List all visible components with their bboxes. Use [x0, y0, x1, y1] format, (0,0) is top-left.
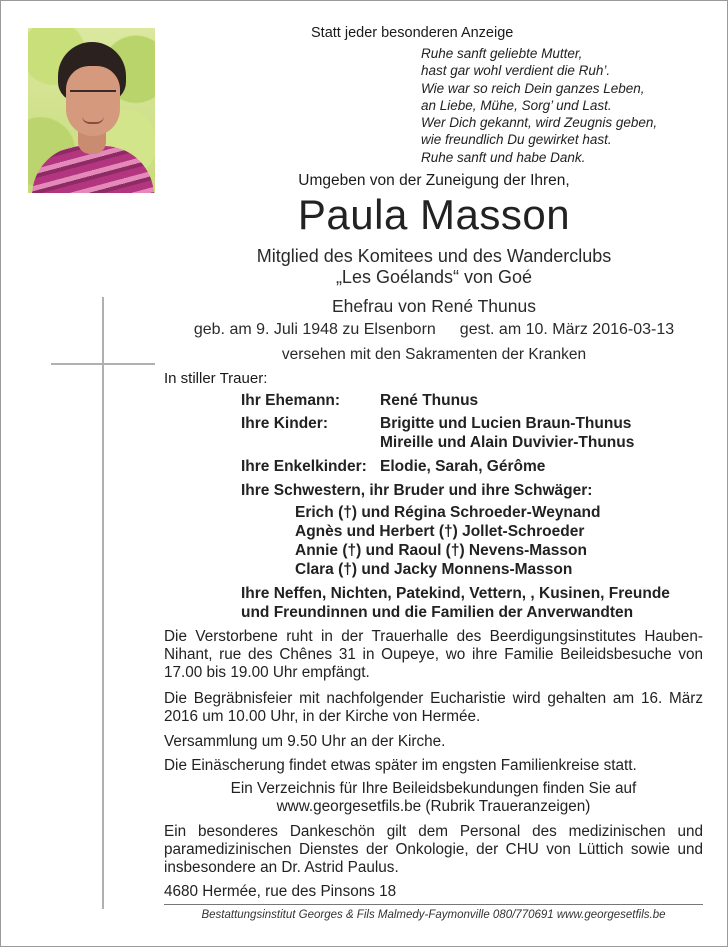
- portrait-photo: [28, 28, 155, 193]
- footer-divider: [164, 904, 703, 905]
- poem-line: Wer Dich gekannt, wird Zeugnis geben,: [421, 115, 658, 131]
- child-entry: Brigitte und Lucien Braun-Thunus: [380, 415, 632, 432]
- cross-vertical: [102, 297, 104, 909]
- poem-line: hast gar wohl verdient die Ruh’.: [421, 63, 611, 79]
- membership-line: Mitglied des Komitees und des Wanderclubs: [256, 246, 612, 266]
- life-dates: [161, 321, 707, 339]
- husband-label: Ihr Ehemann:: [241, 392, 341, 409]
- poem-line: wie freundlich Du gewirket hast.: [421, 132, 612, 148]
- grandchildren-label: Ihre Enkelkinder:: [241, 458, 367, 475]
- grandchildren-names: Elodie, Sarah, Gérôme: [380, 458, 546, 475]
- death-date: gest. am 10. März 2016-03-13: [459, 321, 675, 338]
- membership-line: „Les Goélands“ von Goé: [335, 267, 533, 287]
- deceased-name: Paula Masson: [297, 191, 571, 238]
- register-line: Ein Verzeichnis für Ihre Beileidsbekundungen finden Sie auf: [230, 780, 637, 797]
- poem: [421, 45, 657, 166]
- poem-line: an Liebe, Mühe, Sorg’ und Last.: [421, 97, 612, 113]
- sibling-entry: Agnès und Herbert (†) Jollet-Schroeder: [295, 523, 585, 540]
- header-note: Statt jeder besonderen Anzeige: [311, 25, 514, 41]
- membership: [161, 246, 707, 288]
- poem-line: Ruhe sanft geliebte Mutter,: [421, 46, 583, 61]
- poem-line: Wie war so reich Dein ganzes Leben,: [421, 80, 645, 96]
- child-entry: Mireille und Alain Duvivier-Thunus: [380, 434, 635, 451]
- intro-line: Umgeben von der Zuneigung der Ihren,: [298, 172, 570, 189]
- mourning-intro: In stiller Trauer:: [164, 370, 268, 387]
- address-line: 4680 Hermée, rue des Pinsons 18: [164, 883, 397, 900]
- children-label: Ihre Kinder:: [241, 415, 328, 432]
- cross-horizontal: [51, 363, 155, 365]
- sibling-entry: Annie (†) und Raoul (†) Nevens-Masson: [295, 542, 587, 559]
- poem-line: Ruhe sanft und habe Dank.: [421, 149, 586, 165]
- spouse-line: Ehefrau von René Thunus: [332, 296, 536, 316]
- viewing-paragraph: Die Verstorbene ruht in der Trauerhalle des Beerdigungsinstitutes Hauben-Nihant, rue des Chênes 31 in Oupeye, wo ihre Familie Beileidsbesuche von 17.00 bis 19.00 Uhr empfängt.: [164, 628, 703, 682]
- siblings-label: Ihre Schwestern, ihr Bruder und ihre Schwäger:: [241, 482, 593, 499]
- footer-text: Bestattungsinstitut Georges & Fils Malmedy-Faymonville 080/770691 www.georgesetfils.be: [201, 909, 666, 921]
- husband-name: René Thunus: [380, 392, 479, 409]
- sibling-entry: Erich (†) und Régina Schroeder-Weynand: [295, 504, 601, 521]
- gathering-paragraph: Versammlung um 9.50 Uhr an der Kirche.: [164, 733, 446, 750]
- sacraments-line: versehen mit den Sakramenten der Kranken: [281, 346, 587, 363]
- birth-date: geb. am 9. Juli 1948 zu Elsenborn: [193, 321, 436, 338]
- funeral-paragraph: Die Begräbnisfeier mit nachfolgender Eucharistie wird gehalten am 16. März 2016 um 10.00 Uhr, in der Kirche von Hermée.: [164, 690, 703, 726]
- register-link[interactable]: www.georgesetfils.be (Rubrik Traueranzeigen): [276, 798, 591, 815]
- sibling-entry: Clara (†) und Jacky Monnens-Masson: [295, 561, 573, 578]
- cremation-paragraph: Die Einäscherung findet etwas später im engsten Familienkreise statt.: [164, 757, 637, 774]
- thanks-paragraph: Ein besonderes Dankeschön gilt dem Personal des medizinischen und paramedizinischen Dienstes der Onkologie, der CHU von Lüttich sowie und insbesondere an Dr. Astrid Paulus.: [164, 823, 703, 877]
- relatives-line: und Freundinnen und die Familien der Anverwandten: [241, 604, 634, 621]
- relatives-line: Ihre Neffen, Nichten, Patekind, Vettern, , Kusinen, Freunde: [241, 585, 670, 602]
